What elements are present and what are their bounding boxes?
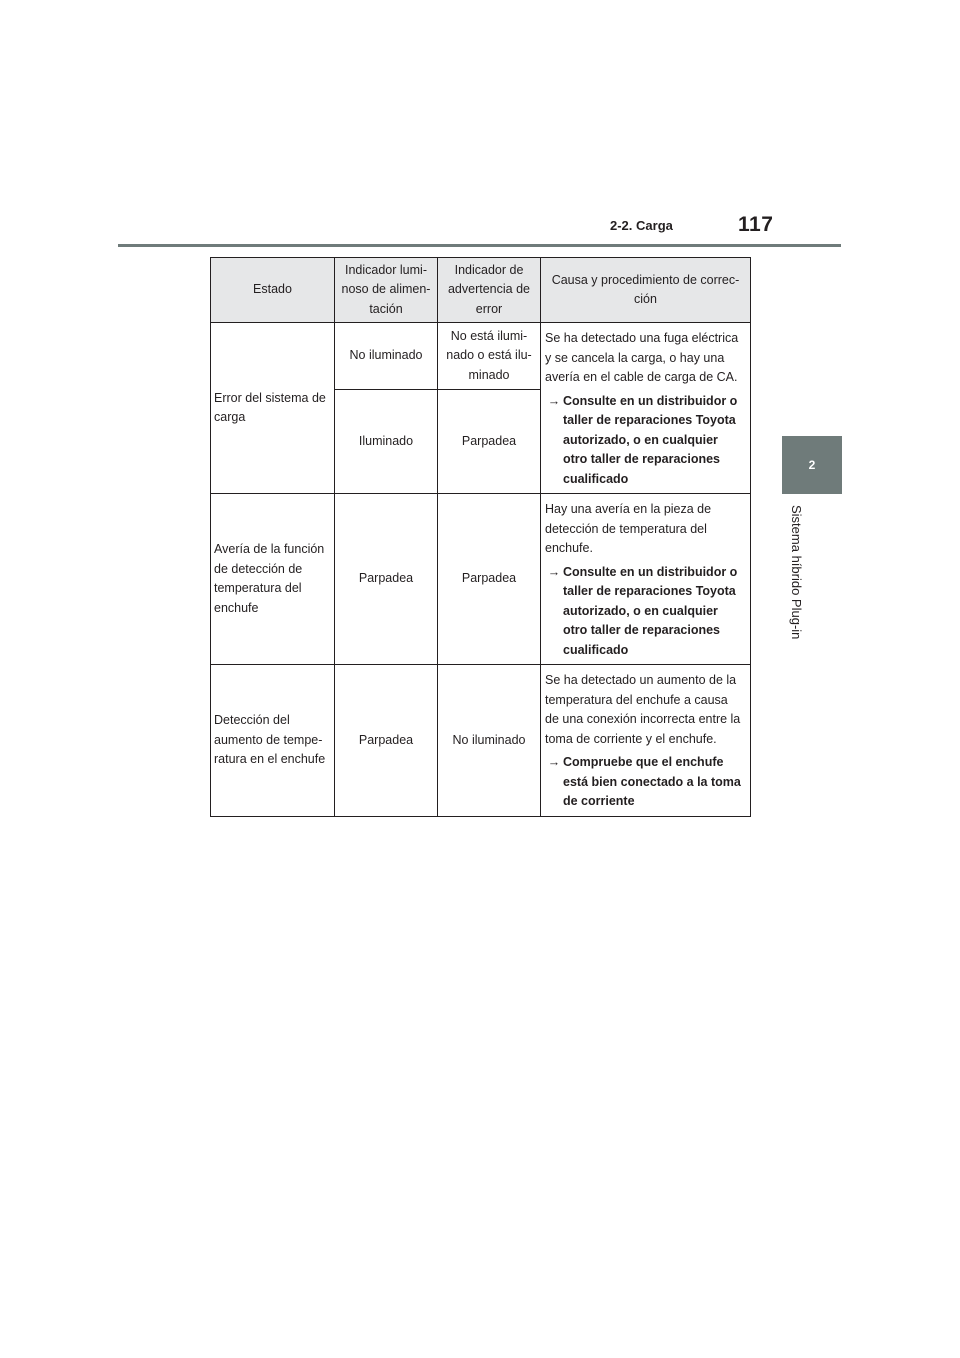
chapter-number: 2 xyxy=(808,458,816,472)
action-text: Consulte en un distribuidor o taller de reparaciones Toyota autorizado, o en cualquier otro taller de reparaciones cualificado xyxy=(563,564,738,657)
action-line xyxy=(545,563,746,661)
advertencia-cell: No iluminado xyxy=(438,665,541,817)
cause-cell xyxy=(541,323,751,494)
chapter-tab xyxy=(782,436,842,494)
cause-text: Se ha detectado un aumento de la temperatura del enchufe a causa de una conexión incorrecta entre la toma de corriente y el enchufe. xyxy=(545,673,741,746)
header-rule xyxy=(118,244,841,247)
indicador-cell: Parpadea xyxy=(335,494,438,665)
status-table xyxy=(210,257,751,817)
action-text: Compruebe que el enchufe está bien conectado a la toma de corriente xyxy=(563,755,741,808)
arrow-icon: → xyxy=(547,393,561,408)
header-causa: Causa y procedimiento de correc- ción xyxy=(541,258,751,323)
estado-cell: Detección del aumento de tempe- ratura en el enchufe xyxy=(211,665,335,817)
indicador-cell: Iluminado xyxy=(335,389,438,493)
cause-cell xyxy=(541,665,751,817)
header-advertencia: Indicador de advertencia de error xyxy=(438,258,541,323)
chapter-label: Sistema híbrido Plug-in xyxy=(789,505,804,640)
table-row xyxy=(211,323,751,390)
header-estado: Estado xyxy=(211,258,335,323)
arrow-icon: → xyxy=(547,564,561,579)
indicador-cell: No iluminado xyxy=(335,323,438,390)
indicador-cell: Parpadea xyxy=(335,665,438,817)
action-line xyxy=(545,392,746,490)
advertencia-cell: No está ilumi- nado o está ilu- minado xyxy=(438,323,541,390)
cause-cell xyxy=(541,494,751,665)
cause-text: Se ha detectado una fuga eléctrica y se cancela la carga, o hay una avería en el cable de carga de CA. xyxy=(545,331,739,384)
page-number: 117 xyxy=(738,213,774,236)
header-indicador: Indicador lumi- noso de alimen- tación xyxy=(335,258,438,323)
action-line xyxy=(545,753,746,812)
advertencia-cell: Parpadea xyxy=(438,389,541,493)
action-text: Consulte en un distribuidor o taller de reparaciones Toyota autorizado, o en cualquier otro taller de reparaciones cualificado xyxy=(563,393,738,486)
estado-cell: Avería de la función de detección de temperatura del enchufe xyxy=(211,494,335,665)
arrow-icon: → xyxy=(547,755,561,769)
section-title: 2-2. Carga xyxy=(610,218,673,233)
estado-cell: Error del sistema de carga xyxy=(211,323,335,494)
advertencia-cell: Parpadea xyxy=(438,494,541,665)
table-header-row xyxy=(211,258,751,323)
cause-text: Hay una avería en la pieza de detección de temperatura del enchufe. xyxy=(545,502,712,555)
table-row xyxy=(211,494,751,665)
chapter-label-container xyxy=(784,505,808,655)
table-row xyxy=(211,665,751,817)
